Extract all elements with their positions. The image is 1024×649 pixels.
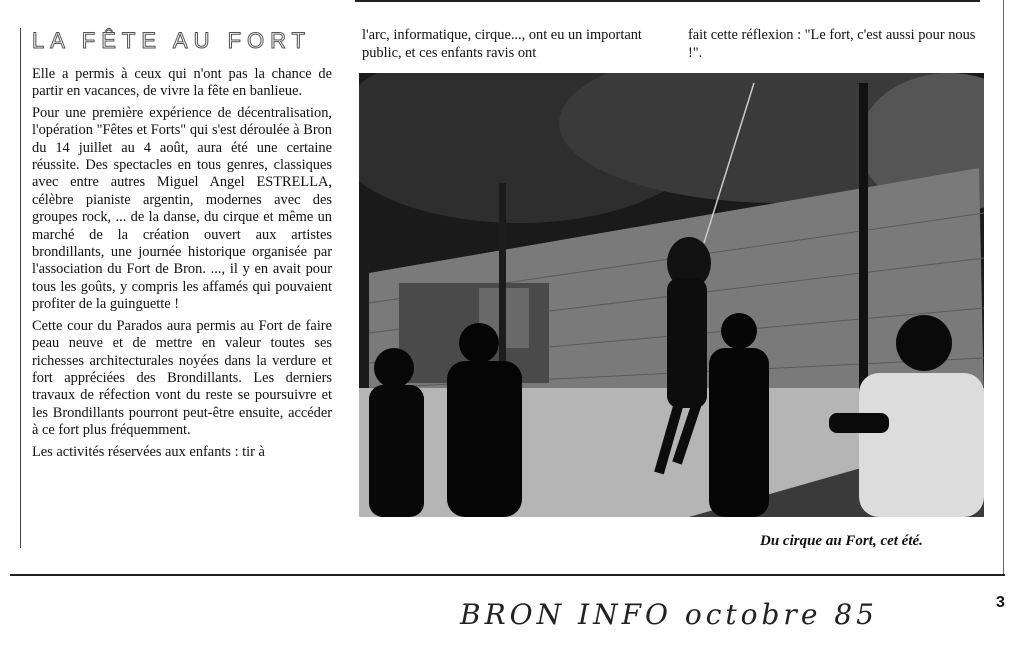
article-column-3: fait cette réflexion : "Le fort, c'est aussi pour nous !". [688,27,976,61]
page-number: 3 [996,594,1005,611]
paragraph-parados: Cette cour du Parados aura permis au Fort de faire peau neuve et de mettre en valeur toutes ses richesses architecturales noyées dans la verdure et fort appréciées des Brondillants. Les derniers travaux de réfection vont du reste se poursuivre et les Brondillants pourront peut-être ensuite, accéder à ce fort plus fréquemment. [32,317,332,439]
photo-caption: Du cirque au Fort, cet été. [760,533,923,549]
photo-circus-silhouettes-icon [359,73,984,517]
right-rule [1003,0,1004,576]
circus-photo [359,73,984,517]
article-headline: LA FÊTE AU FORT [32,28,312,53]
handwritten-note: BRON INFO octobre 85 [460,598,878,631]
article-column-2: l'arc, informatique, cirque..., ont eu un important public, et ces enfants ravis ont [362,27,642,61]
top-rule [355,0,980,2]
article-left-column [32,28,332,465]
column-divider [20,28,21,548]
paragraph-intro: Elle a permis à ceux qui n'ont pas la chance de partir en vacances, de vivre la fête en banlieue. [32,66,332,100]
bottom-rule [10,574,1005,576]
paragraph-events: Pour une première expérience de décentralisation, l'opération "Fêtes et Forts" qui s'est déroulée à Bron du 14 juillet au 4 août, aura été une certaine réussite. Des spectacles en tous genres, classiques avec entre autres Miguel Angel ESTRELLA, célèbre pianiste argentin, modernes avec des groupes rock, ... de la danse, du cirque et même un marché de la création ouvert aux artistes brondillants, une journée historique organisée par l'association du Fort de Bron. ..., il y en avait pour tous les goûts, y compris les affamés qui pouvaient profiter de la guinguette ! [32,104,332,313]
paragraph-children: Les activités réservées aux enfants : tir à [32,443,265,460]
